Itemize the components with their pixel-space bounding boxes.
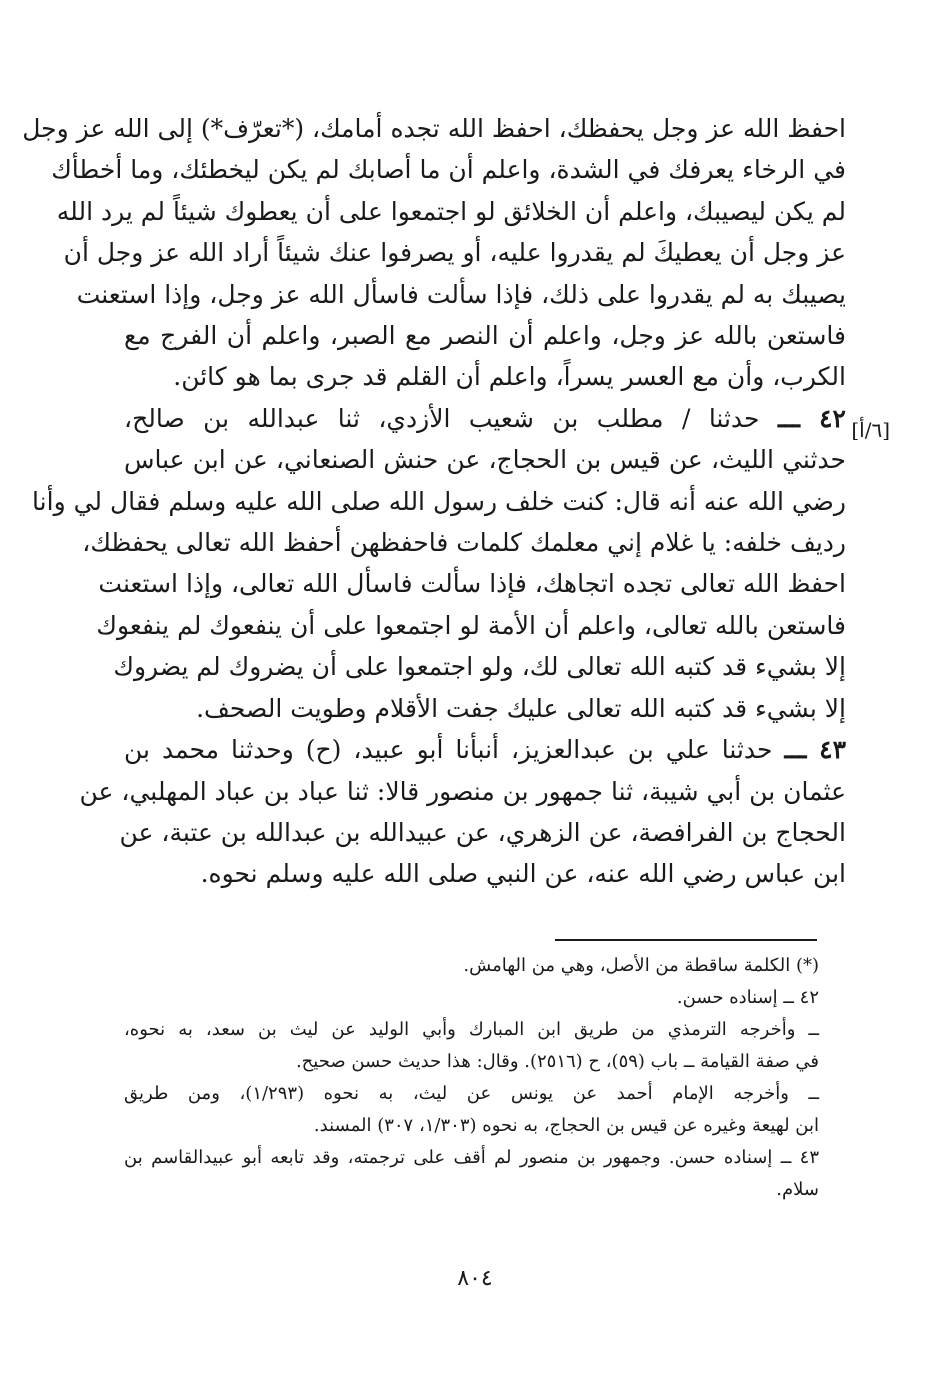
footnote-divider [555, 939, 817, 941]
footnote-line: سلام. [776, 1179, 819, 1200]
text-line: لم يكن ليصيبك، واعلم أن الخلائق لو اجتمعوا على أن يعطوك شيئاً لم يرد الله [56, 196, 846, 226]
folio-marker: [٦/أ] [851, 418, 890, 442]
hadith-43-first-line: حدثنا علي بن عبدالعزيز، أنبأنا أبو عبيد، (ح) وحدثنا محمد بن [124, 735, 773, 765]
hadith-42-first-line: حدثنا / مطلب بن شعيب الأزدي، ثنا عبدالله بن صالح، [124, 403, 760, 433]
hadith-number: ٤٢ ـــ [777, 403, 846, 433]
footnote-line: في صفة القيامة ــ باب (٥٩)، ح (٢٥١٦). وقال: هذا حديث حسن صحيح. [295, 1051, 819, 1072]
footnote-line: ــ وأخرجه الإمام أحمد عن يونس عن ليث، به نحوه (١/٢٩٣)، ومن طريق [124, 1083, 820, 1104]
text-line: إلا بشيء قد كتبه الله تعالى لك، ولو اجتمعوا على أن يضروك لم يضروك [113, 652, 846, 682]
text-line: فاستعن بالله تعالى، واعلم أن الأمة لو اجتمعوا على أن ينفعوك لم ينفعوك [96, 610, 846, 640]
text-line: إلا بشيء قد كتبه الله تعالى عليك جفت الأقلام وطويت الصحف. [196, 693, 846, 723]
footnotes [124, 950, 819, 1206]
footnote-line: (*) الكلمة ساقطة من الأصل، وهي من الهامش. [463, 955, 819, 976]
text-line: الحجاج بن الفرافصة، عن الزهري، عن عبيدالله بن عبدالله بن عتبة، عن [119, 817, 846, 847]
text-line: رضي الله عنه أنه قال: كنت خلف رسول الله صلى الله عليه وسلم فقال لي وأنا [32, 486, 846, 516]
hadith-43-heading [124, 729, 846, 770]
text-line: فاستعن بالله عز وجل، واعلم أن النصر مع الصبر، واعلم أن الفرج مع [124, 321, 846, 351]
footnote-line: ابن لهيعة وغيره عن قيس بن الحجاج، به نحوه (١/٣٠٣، ٣٠٧) المسند. [313, 1115, 819, 1136]
text-line: عثمان بن أبي شيبة، ثنا جمهور بن منصور قالا: ثنا عباد بن عباد المهلبي، عن [79, 776, 846, 806]
text-line: ابن عباس رضي الله عنه، عن النبي صلى الله عليه وسلم نحوه. [200, 859, 846, 889]
footnote-line: ــ وأخرجه الترمذي من طريق ابن المبارك وأبي الوليد عن ليث بن سعد، به نحوه، [124, 1019, 819, 1040]
text-line: حدثني الليث، عن قيس بن الحجاج، عن حنش الصنعاني، عن ابن عباس [124, 445, 846, 475]
footnote-line: ٤٢ ــ إسناده حسن. [676, 987, 819, 1008]
text-line: احفظ الله تعالى تجده اتجاهك، فإذا سألت فاسأل الله تعالى، وإذا استعنت [98, 569, 846, 599]
text-line: في الرخاء يعرفك في الشدة، واعلم أن ما أصابك لم يكن ليخطئك، وما أخطأك [51, 155, 846, 185]
hadith-number: ٤٣ ـــ [784, 735, 847, 765]
footnote-line: ٤٣ ــ إسناده حسن. وجمهور بن منصور لم أقف على ترجمته، وقد تابعه أبو عبيدالقاسم بن [124, 1147, 819, 1168]
hadith-42-heading [124, 398, 846, 439]
text-line: الكرب، وأن مع العسر يسراً، واعلم أن القلم قد جرى بما هو كائن. [173, 362, 846, 392]
main-text [22, 108, 847, 895]
text-line: عز وجل أن يعطيكَ لم يقدروا عليه، أو يصرفوا عنك شيئاً أراد الله عز وجل أن [63, 238, 846, 268]
text-line: رديف خلفه: يا غلام إني معلمك كلمات فاحفظهن أحفظ الله تعالى يحفظك، [82, 528, 846, 558]
text-line: يصيبك به لم يقدروا على ذلك، فإذا سألت فاسأل الله عز وجل، وإذا استعنت [76, 279, 846, 309]
text-line: احفظ الله عز وجل يحفظك، احفظ الله تجده أمامك، (*تعرّف*) إلى الله عز وجل [22, 114, 846, 143]
page-number: ٨٠٤ [457, 1266, 493, 1291]
